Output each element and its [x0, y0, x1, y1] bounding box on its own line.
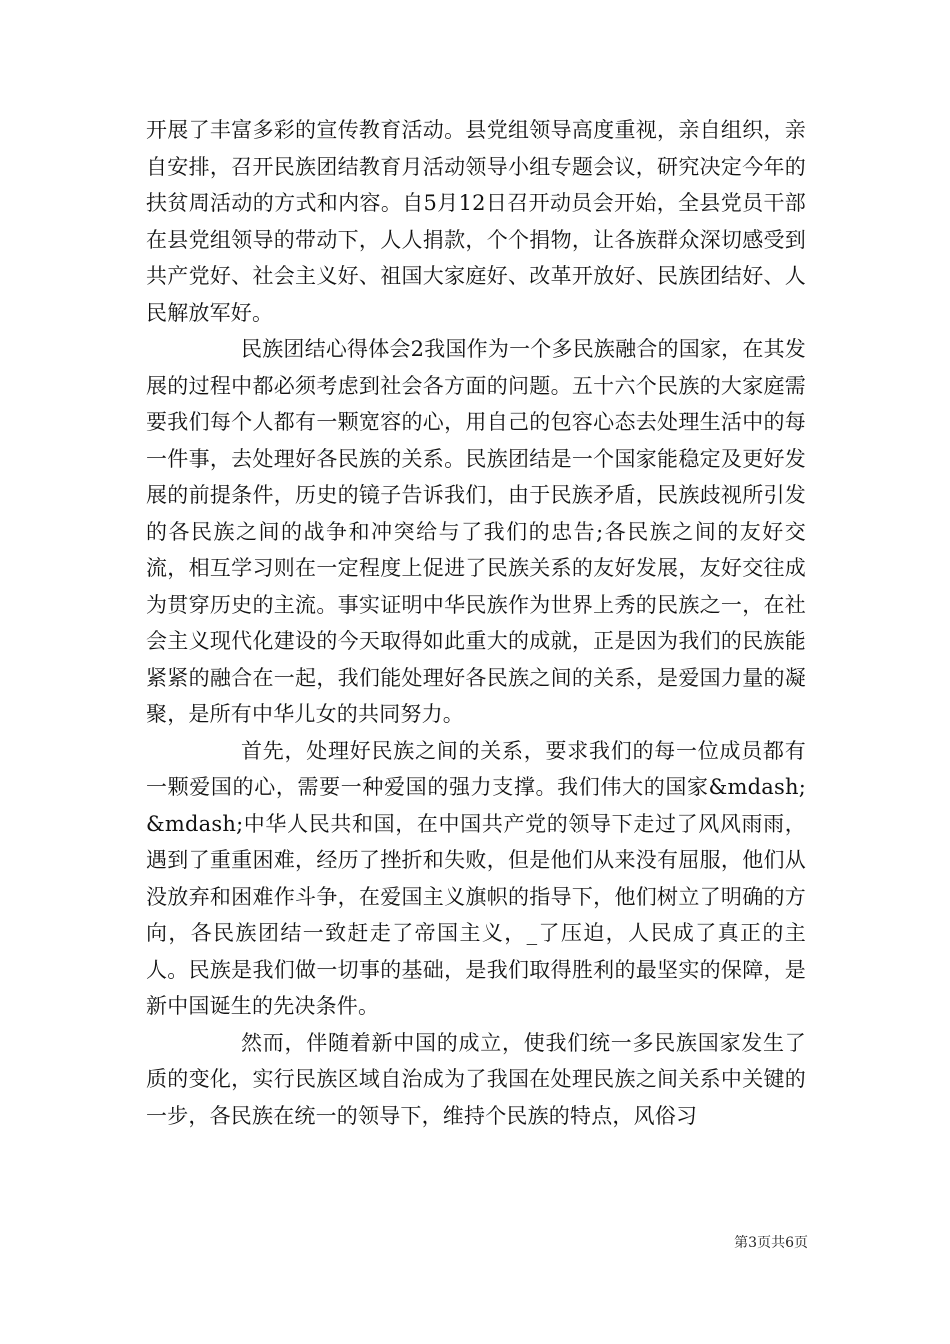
- paragraph-2: 民族团结心得体会2我国作为一个多民族融合的国家，在其发展的过程中都必须考虑到社会各方面的问题。五十六个民族的大家庭需要我们每个人都有一颗宽容的心，用自己的包容心态去处理生活中的每一件事，去处理好各民族的关系。民族团结是一个国家能稳定及更好发展的前提条件，历史的镜子告诉我们，由于民族矛盾，民族歧视所引发的各民族之间的战争和冲突给与了我们的忠告;各民族之间的友好交流，相互学习则在一定程度上促进了民族关系的友好发展，友好交往成为贯穿历史的主流。事实证明中华民族作为世界上秀的民族之一，在社会主义现代化建设的今天取得如此重大的成就，正是因为我们的民族能紧紧的融合在一起，我们能处理好各民族之间的关系，是爱国力量的凝聚，是所有中华儿女的共同努力。: [146, 337, 806, 726]
- document-body: [146, 112, 806, 1134]
- paragraph-3: 首先，处理好民族之间的关系，要求我们的每一位成员都有一颗爱国的心，需要一种爱国的强力支撑。我们伟大的国家&mdash;&mdash;中华人民共和国，在中国共产党的领导下走过了风风雨雨，遇到了重重困难，经历了挫折和失败，但是他们从来没有屈服，他们从没放弃和困难作斗争，在爱国主义旗帜的指导下，他们树立了明确的方向，各民族团结一致赶走了帝国主义，_了压迫，人民成了真正的主人。民族是我们做一切事的基础，是我们取得胜利的最坚实的保障，是新中国诞生的先决条件。: [146, 738, 806, 1018]
- page-number: 第3页共6页: [734, 1235, 808, 1251]
- paragraph-1: 开展了丰富多彩的宣传教育活动。县党组领导高度重视，亲自组织，亲自安排，召开民族团结教育月活动领导小组专题会议，研究决定今年的扶贫周活动的方式和内容。自5月12日召开动员会开始，全县党员干部在县党组领导的带动下，人人捐款，个个捐物，让各族群众深切感受到共产党好、社会主义好、祖国大家庭好、改革开放好、民族团结好、人民解放军好。: [146, 118, 806, 325]
- paragraph-4: 然而，伴随着新中国的成立，使我们统一多民族国家发生了质的变化，实行民族区域自治成为了我国在处理民族之间关系中关键的一步，各民族在统一的领导下，维持个民族的特点，风俗习: [146, 1030, 806, 1128]
